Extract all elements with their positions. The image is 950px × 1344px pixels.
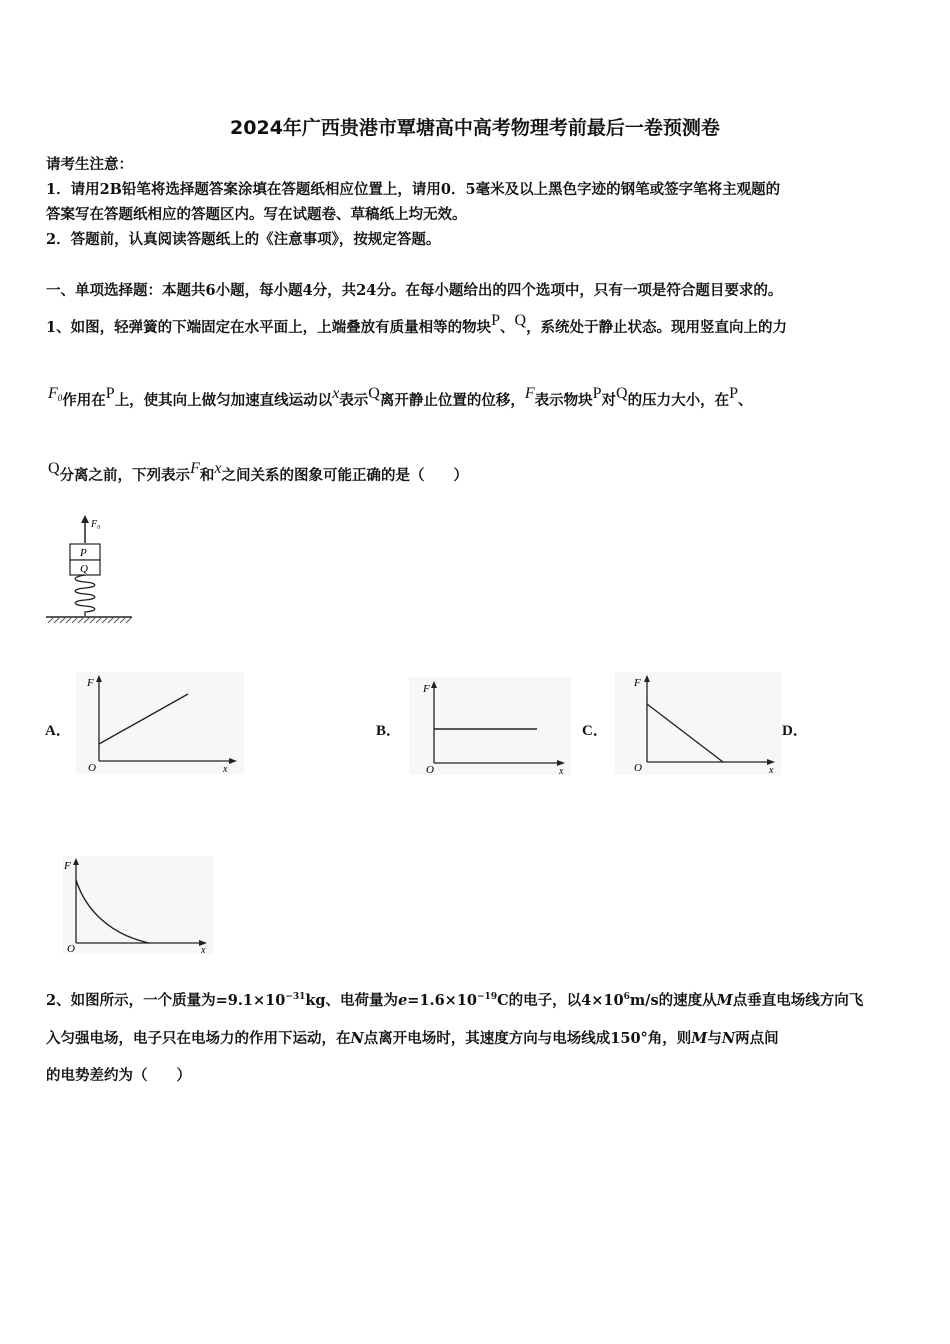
- svg-text:x: x: [201, 945, 206, 954]
- option-a-label[interactable]: A．: [45, 723, 71, 739]
- symbol-p: P: [491, 312, 500, 329]
- notice-line-2: 2．答题前，认真阅读答题纸上的《注意事项》，按规定答题。: [46, 231, 441, 248]
- q2-line-2: 入匀强电场，电子只在电场力的作用下运动，在N点离开电场时，其速度方向与电场线成150°角，则M与N两点间: [46, 1030, 779, 1047]
- symbol-e: e: [398, 992, 408, 1009]
- option-a-graph[interactable]: [76, 672, 244, 774]
- spring-figure: [44, 513, 136, 625]
- block-q-label: Q: [80, 563, 88, 575]
- symbol-f: F: [524, 385, 535, 402]
- svg-text:F: F: [634, 677, 641, 689]
- q2-line-3: 的电势差约为（ ）: [46, 1067, 191, 1084]
- option-b-graph[interactable]: [409, 677, 571, 775]
- svg-text:O: O: [67, 943, 75, 954]
- svg-text:O: O: [634, 762, 642, 774]
- svg-text:x: x: [559, 766, 564, 775]
- symbol-f0: $F_0$: [48, 385, 63, 403]
- svg-text:F: F: [423, 683, 430, 695]
- svg-text:O: O: [426, 764, 434, 775]
- spring: [75, 575, 95, 616]
- option-c-label[interactable]: C．: [582, 723, 608, 739]
- option-d-label[interactable]: D．: [782, 723, 808, 739]
- q2-line-1: 2、如图所示，一个质量为$=9.1\times 10^{-31}kg$、电荷量为$e=1.6\times 10^{-19}C$的电子，以$4\times 10^6m/s$的速度从M点垂直电场线方向飞: [46, 992, 864, 1009]
- symbol-n: N: [350, 1030, 364, 1047]
- section-heading: 一、单项选择题：本题共6小题，每小题4分，共24分。在每小题给出的四个选项中，只有一项是符合题目要求的。: [46, 282, 783, 299]
- symbol-q: Q: [514, 312, 527, 329]
- axis-f-label: F: [87, 677, 94, 689]
- q1-line-2: $F_0$作用在P上，使其向上做匀加速直线运动以x表示Q离开静止位置的位移，F表示物块P对Q的压力大小，在P、: [48, 385, 753, 409]
- notice-heading: 请考生注意：: [46, 156, 133, 173]
- symbol-x: x: [332, 385, 340, 402]
- page-title: 2024年广西贵港市覃塘高中高考物理考前最后一卷预测卷: [230, 117, 720, 139]
- symbol-m: M: [716, 992, 733, 1009]
- option-d-graph[interactable]: [63, 856, 213, 954]
- axis-x-label: x: [223, 764, 228, 774]
- block-p-label: P: [80, 547, 87, 559]
- option-c-graph[interactable]: [615, 672, 781, 775]
- q1-line-1: 1、如图，轻弹簧的下端固定在水平面上，上端叠放有质量相等的物块P、Q，系统处于静止状态。现用竖直向上的力: [46, 312, 788, 336]
- force-label: F₀: [91, 519, 101, 530]
- notice-line-1b: 答案写在答题纸相应的答题区内。写在试题卷、草稿纸上均无效。: [46, 206, 467, 223]
- notice-line-1: 1．请用2B铅笔将选择题答案涂填在答题纸相应位置上，请用0．5毫米及以上黑色字迹的钢笔或签字笔将主观题的: [46, 181, 781, 198]
- option-b-label[interactable]: B．: [376, 723, 402, 739]
- origin-label: O: [88, 762, 96, 774]
- svg-text:x: x: [769, 765, 774, 775]
- q1-line-3: Q分离之前，下列表示F和x之间关系的图象可能正确的是（ ）: [48, 460, 468, 484]
- svg-text:F: F: [64, 860, 71, 872]
